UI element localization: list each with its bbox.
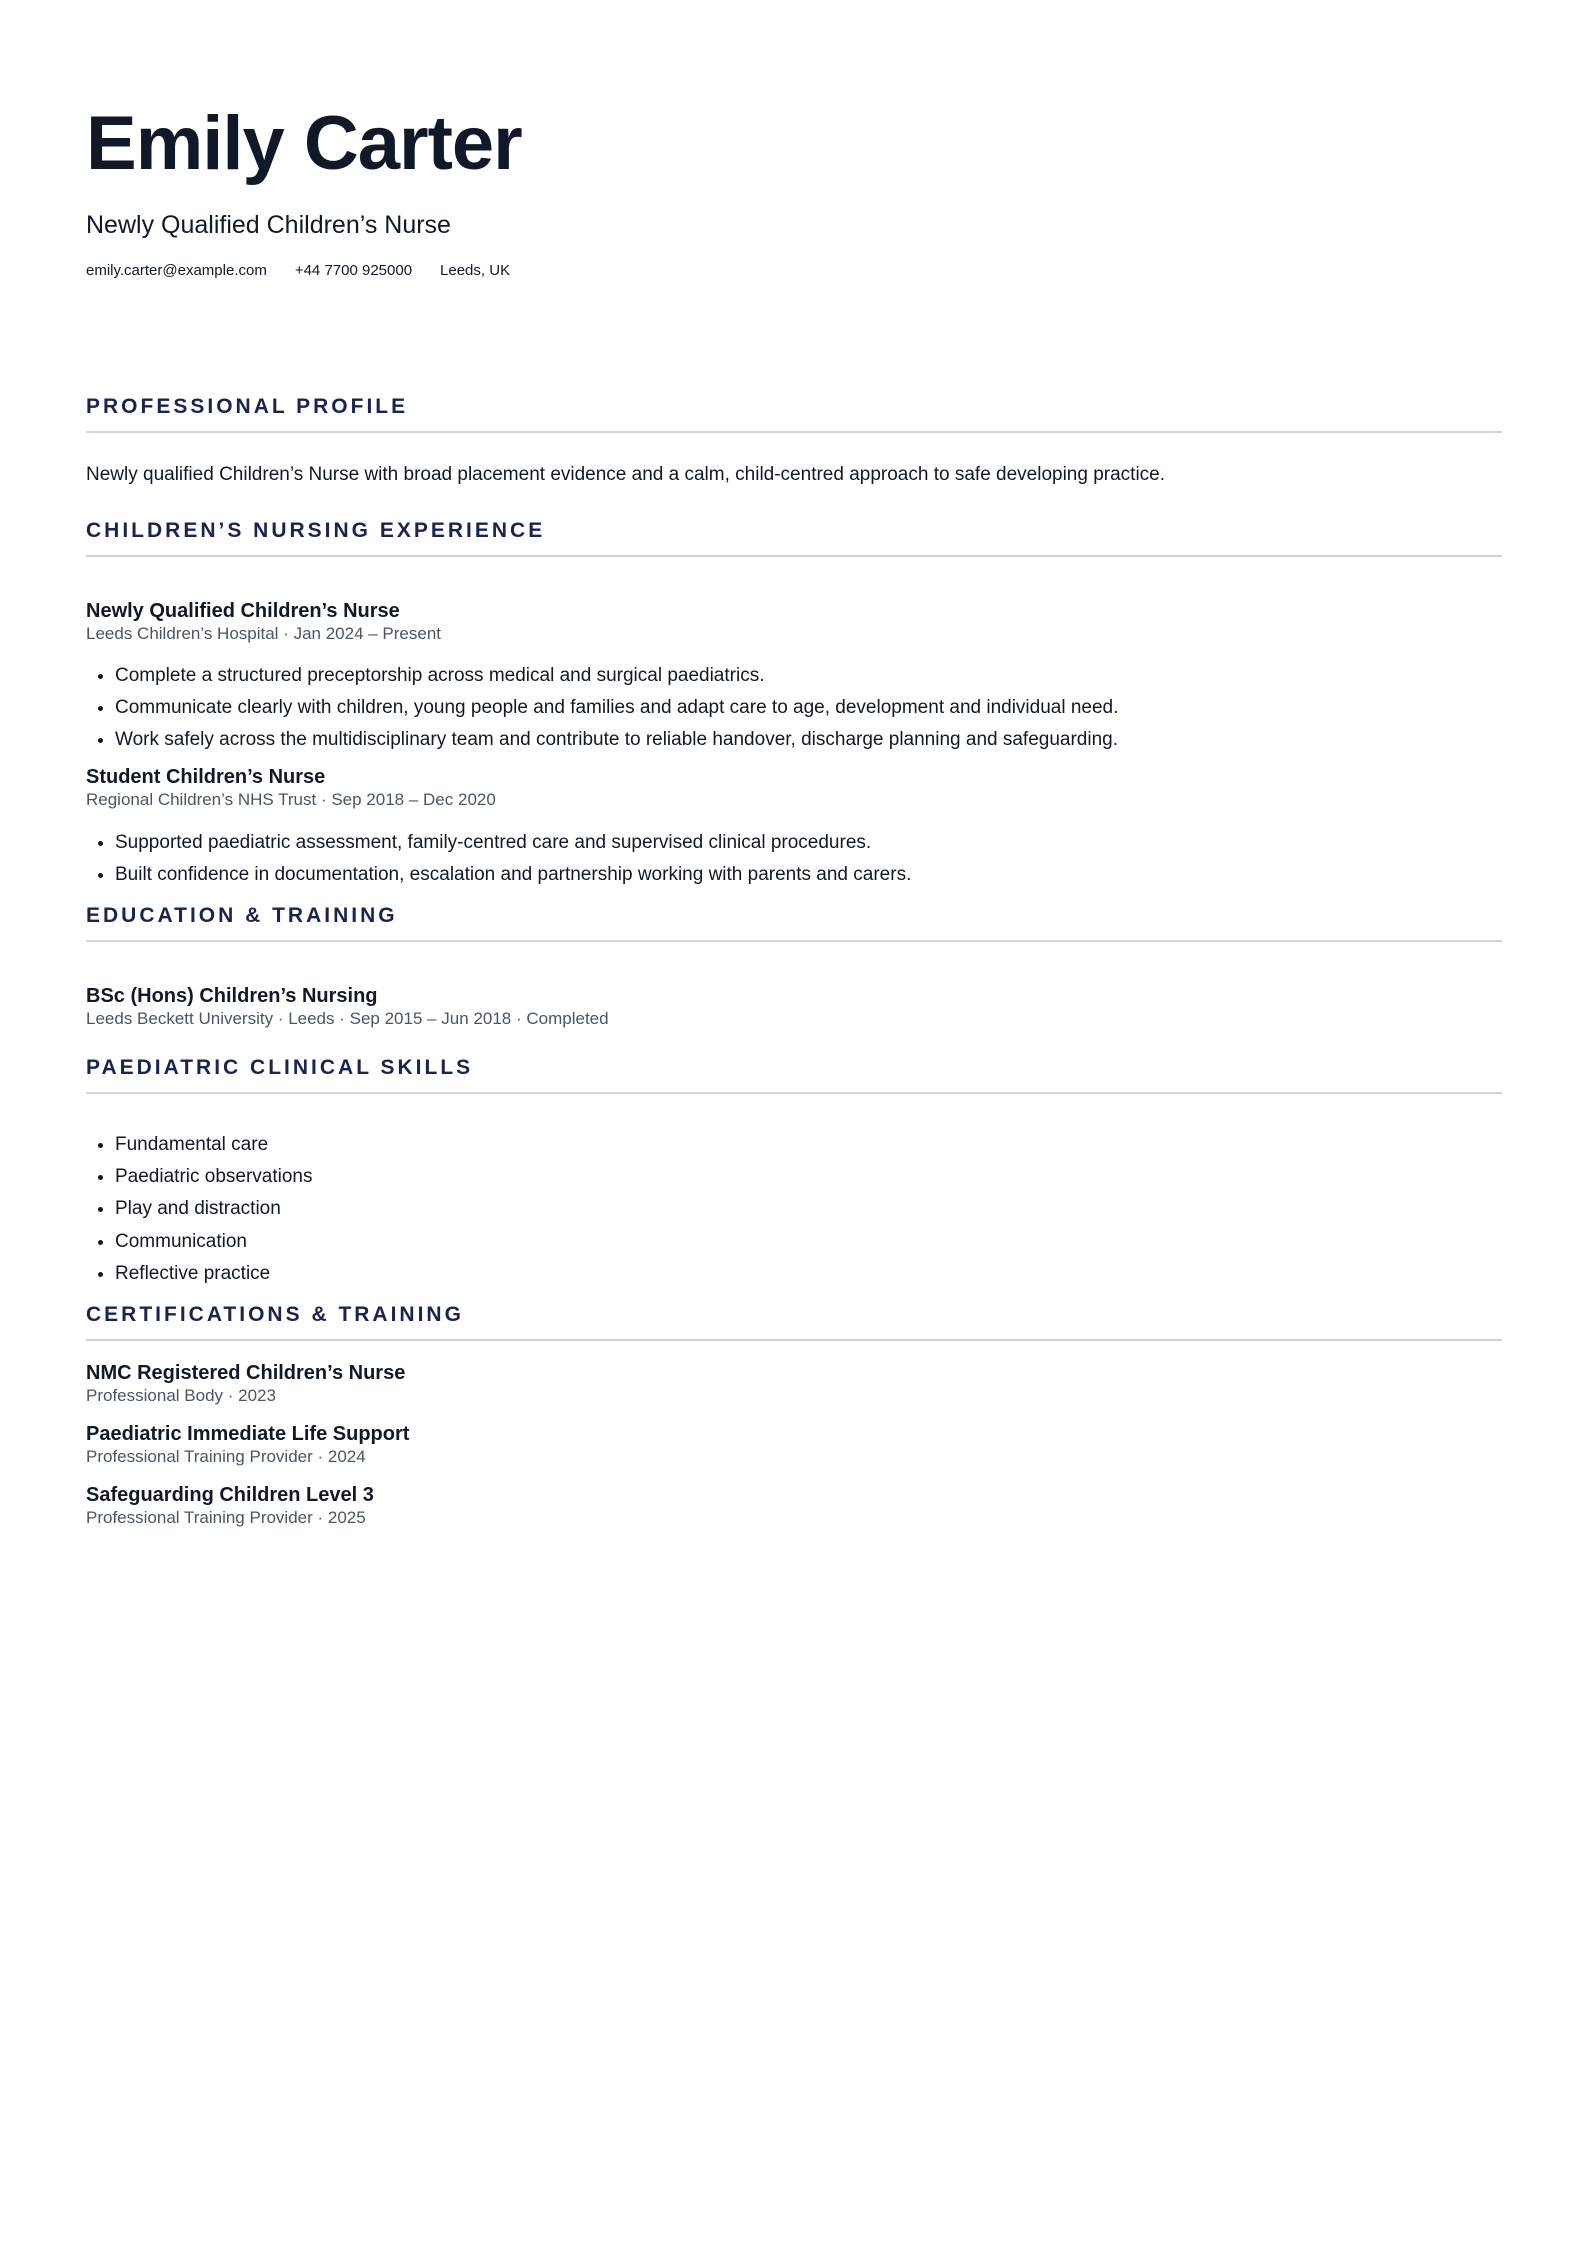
job-entry	[86, 765, 1502, 886]
list-item: • Complete a structured preceptorship across medical and surgical paediatrics.	[115, 665, 1502, 688]
profile-text: Newly qualified Children’s Nurse with broad placement evidence and a calm, child-centred approach to safe developing practice.	[86, 464, 1166, 485]
skills-list	[86, 1134, 1502, 1286]
candidate-subtitle: Newly Qualified Children’s Nurse	[86, 211, 451, 239]
section-divider	[86, 431, 1502, 433]
certification-name: Safeguarding Children Level 3	[86, 1484, 374, 1507]
certification-meta: Professional Training Provider · 2024	[86, 1446, 366, 1466]
section-title-profile: PROFESSIONAL PROFILE	[86, 395, 409, 418]
contact-phone[interactable]: +44 7700 925000	[294, 262, 413, 279]
contact-email[interactable]: emily.carter@example.com	[86, 262, 267, 279]
resume-header	[86, 101, 1502, 279]
certifications-section	[86, 1304, 1502, 1529]
section-divider	[86, 940, 1502, 942]
list-item: • Supported paediatric assessment, family-centred care and supervised clinical procedures.	[115, 832, 1502, 855]
section-title-certifications: CERTIFICATIONS & TRAINING	[86, 1302, 464, 1326]
section-title-education: EDUCATION & TRAINING	[86, 903, 398, 927]
certification-meta: Professional Training Provider · 2025	[86, 1508, 366, 1528]
experience-section	[86, 520, 1502, 887]
education-degree: BSc (Hons) Children’s Nursing	[86, 984, 378, 1007]
job-role: Newly Qualified Children’s Nurse	[86, 599, 400, 622]
section-divider	[86, 555, 1502, 557]
job-entry	[86, 599, 1502, 753]
section-divider	[86, 1339, 1502, 1341]
list-item: • Reflective practice	[115, 1263, 1502, 1286]
job-meta: Leeds Children’s Hospital · Jan 2024 – Present	[86, 623, 442, 643]
certification-name: NMC Registered Children’s Nurse	[86, 1361, 406, 1384]
job-role: Student Children’s Nurse	[86, 766, 326, 789]
skills-section	[86, 1057, 1502, 1286]
contact-row	[86, 262, 1502, 279]
section-title-experience: CHILDREN’S NURSING EXPERIENCE	[86, 518, 546, 542]
list-item: • Communication	[115, 1231, 1502, 1254]
job-bullets	[86, 832, 1502, 887]
certification-entry	[86, 1361, 1502, 1406]
certification-entry	[86, 1483, 1502, 1528]
list-item: • Play and distraction	[115, 1198, 1502, 1221]
certification-name: Paediatric Immediate Life Support	[86, 1422, 410, 1445]
certification-meta: Professional Body · 2023	[86, 1385, 276, 1405]
section-title-skills: PAEDIATRIC CLINICAL SKILLS	[86, 1056, 474, 1080]
education-meta: Leeds Beckett University · Leeds · Sep 2015 – Jun 2018 · Completed	[86, 1008, 609, 1028]
contact-location: Leeds, UK	[440, 262, 511, 279]
list-item: • Paediatric observations	[115, 1166, 1502, 1189]
profile-section	[86, 396, 1502, 488]
list-item: • Communicate clearly with children, young people and families and adapt care to age, development and individual need.	[115, 697, 1502, 720]
section-divider	[86, 1092, 1502, 1094]
job-bullets	[86, 665, 1502, 752]
education-section	[86, 905, 1502, 1029]
list-item: • Built confidence in documentation, escalation and partnership working with parents and carers.	[115, 864, 1502, 887]
education-entry	[86, 984, 1502, 1029]
job-meta: Regional Children’s NHS Trust · Sep 2018 – Dec 2020	[86, 790, 496, 810]
candidate-name: Emily Carter	[86, 101, 522, 186]
list-item: • Work safely across the multidisciplinary team and contribute to reliable handover, discharge planning and safeguarding.	[115, 729, 1502, 752]
certification-entry	[86, 1422, 1502, 1467]
list-item: • Fundamental care	[115, 1134, 1502, 1157]
